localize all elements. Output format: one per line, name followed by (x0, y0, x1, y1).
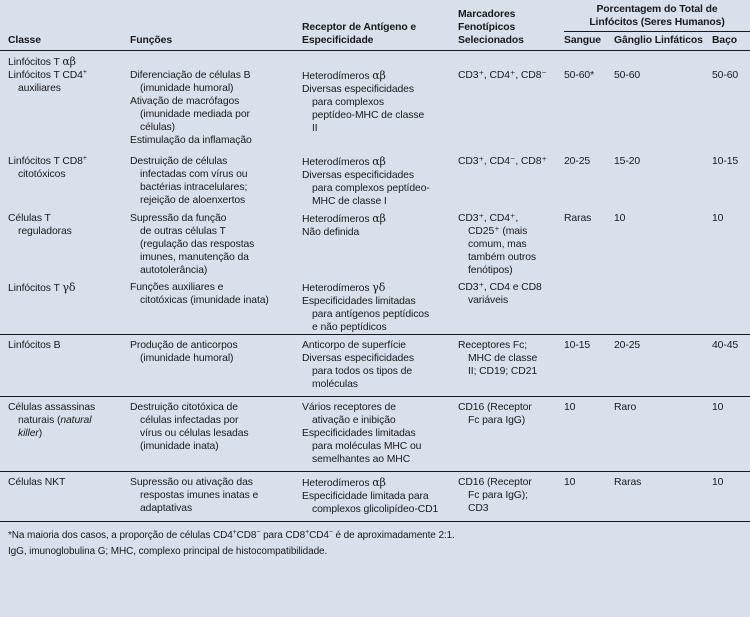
cell-funcoes-nk: Destruição citotóxica de células infectadas por vírus ou células lesadas (imunidade inata) (130, 397, 302, 472)
cell-receptor-nk: Vários receptores de ativação e inibição Especificidades limitadas para moléculas MHC ou semelhantes ao MHC (302, 397, 458, 472)
table-row-treg (0, 208, 750, 277)
cell-ganglio-cd8: 15-20 (614, 156, 641, 167)
table-row-tgd (0, 277, 750, 335)
cell-marcadores-tgd: CD3⁺, CD4 e CD8 variáveis (458, 282, 542, 306)
cell-baco-cd8: 10-15 (712, 156, 739, 167)
cell-sangue-nk: 10 (564, 397, 614, 472)
cell-receptor-treg: Heterodímeros αβ Não definida (302, 212, 386, 238)
col-header-classe: Classe (0, 0, 130, 51)
footnote-ratio: *Na maioria dos casos, a proporção de células CD4+CD8− para CD8+CD4− é de aproximadamente 2:1. (8, 529, 455, 541)
cell-classe-cd8: Linfócitos T CD8+ citotóxicos (8, 155, 87, 180)
table-row-nk (0, 397, 750, 472)
cell-sangue-cd8: 20-25 (564, 156, 591, 167)
cell-classe-nk: Células assassinas naturais (natural killer) (0, 397, 130, 472)
table-row-b (0, 335, 750, 397)
cell-baco-nkt: 10 (712, 472, 750, 522)
footnote-abbreviations: IgG, imunoglobulina G; MHC, complexo principal de histocompatibilidade. (8, 546, 328, 557)
cell-classe-cd4: Linfócitos T CD4+ auxiliares (8, 69, 87, 94)
cell-sangue-b: 10-15 (564, 335, 614, 397)
cell-marcadores-nkt: CD16 (Receptor Fc para IgG); CD3 (458, 472, 564, 522)
table-row-cd4 (0, 69, 750, 147)
cell-marcadores-nk: CD16 (Receptor Fc para IgG) (458, 397, 564, 472)
cell-classe-b: Linfócitos B (0, 335, 130, 397)
table-row-nkt (0, 472, 750, 522)
cell-receptor-cd4: Heterodímeros αβ Diversas especificidades para complexos peptídeo-MHC de classe II (302, 69, 425, 134)
table-row-tab-title (0, 51, 750, 70)
table-row-cd8 (0, 147, 750, 208)
col-header-receptor: Receptor de Antígeno e Especificidade (302, 0, 458, 51)
cell-funcoes-cd8: Destruição de células infectadas com vírus ou bactérias intracelulares; rejeição de aloenxertos (130, 156, 248, 206)
cell-receptor-tgd: Heterodímeros γδ Especificidades limitadas para antígenos peptídicos e não peptídicos (302, 281, 430, 333)
cell-ganglio-b: 20-25 (614, 335, 712, 397)
col-header-marcadores: Marcadores Fenotípicos Selecionados (458, 0, 564, 51)
cell-marcadores-b: Receptores Fc; MHC de classe II; CD19; CD21 (458, 335, 564, 397)
cell-sangue-treg: Raras (564, 213, 592, 224)
cell-marcadores-cd4: CD3⁺, CD4⁺, CD8⁻ (458, 70, 547, 81)
cell-ganglio-nkt: Raras (614, 472, 712, 522)
cell-ganglio-nk: Raro (614, 397, 712, 472)
col-header-baco: Baço (712, 32, 750, 51)
col-header-porcentagem: Porcentagem do Total de Linfócitos (Seres Humanos) (564, 0, 750, 32)
cell-classe-nkt: Células NKT (0, 472, 130, 522)
cell-sangue-cd4: 50-60* (564, 70, 595, 81)
cell-baco-treg: 10 (712, 213, 724, 224)
header-row (0, 0, 750, 32)
col-header-sangue: Sangue (564, 32, 614, 51)
cell-baco-cd4: 50-60 (712, 70, 739, 81)
cell-funcoes-tgd: Funções auxiliares e citotóxicas (imunidade inata) (130, 282, 269, 306)
cell-classe-treg: Células T reguladoras (8, 213, 72, 237)
cell-funcoes-b: Produção de anticorpos (imunidade humoral) (130, 335, 302, 397)
cell-funcoes-nkt: Supressão ou ativação das respostas imunes inatas e adaptativas (130, 472, 302, 522)
cell-ganglio-treg: 10 (614, 213, 626, 224)
cell-receptor-b: Anticorpo de superfície Diversas especificidades para todos os tipos de moléculas (302, 335, 458, 397)
cell-marcadores-cd8: CD3⁺, CD4⁻, CD8⁺ (458, 156, 547, 167)
col-header-funcoes: Funções (130, 0, 302, 51)
col-header-ganglio: Gânglio Linfáticos (614, 32, 712, 51)
cell-receptor-cd8: Heterodímeros αβ Diversas especificidades para complexos peptídeo- MHC de classe I (302, 155, 430, 207)
cell-funcoes-treg: Supressão da função de outras células T (regulação das respostas imunes, manutenção da autotolerância) (130, 213, 255, 276)
cell-funcoes-cd4: Diferenciação de células B (imunidade humoral) Ativação de macrófagos (imunidade mediada por células) Estimulação da inflamação (130, 70, 252, 146)
group-title-tab: Linfócitos T αβ (0, 51, 750, 70)
cell-baco-b: 40-45 (712, 335, 750, 397)
table-footnotes (0, 522, 750, 561)
cell-sangue-nkt: 10 (564, 472, 614, 522)
cell-classe-tgd: Linfócitos T γδ (8, 281, 76, 294)
cell-baco-nk: 10 (712, 397, 750, 472)
cell-marcadores-treg: CD3⁺, CD4⁺, CD25⁺ (mais comum, mas também outros fenótipos) (458, 213, 536, 276)
cell-ganglio-cd4: 50-60 (614, 70, 641, 81)
cell-receptor-nkt: Heterodímeros αβ Especificidade limitada para complexos glicolipídeo-CD1 (302, 472, 458, 522)
table-footnotes-row (0, 522, 750, 561)
